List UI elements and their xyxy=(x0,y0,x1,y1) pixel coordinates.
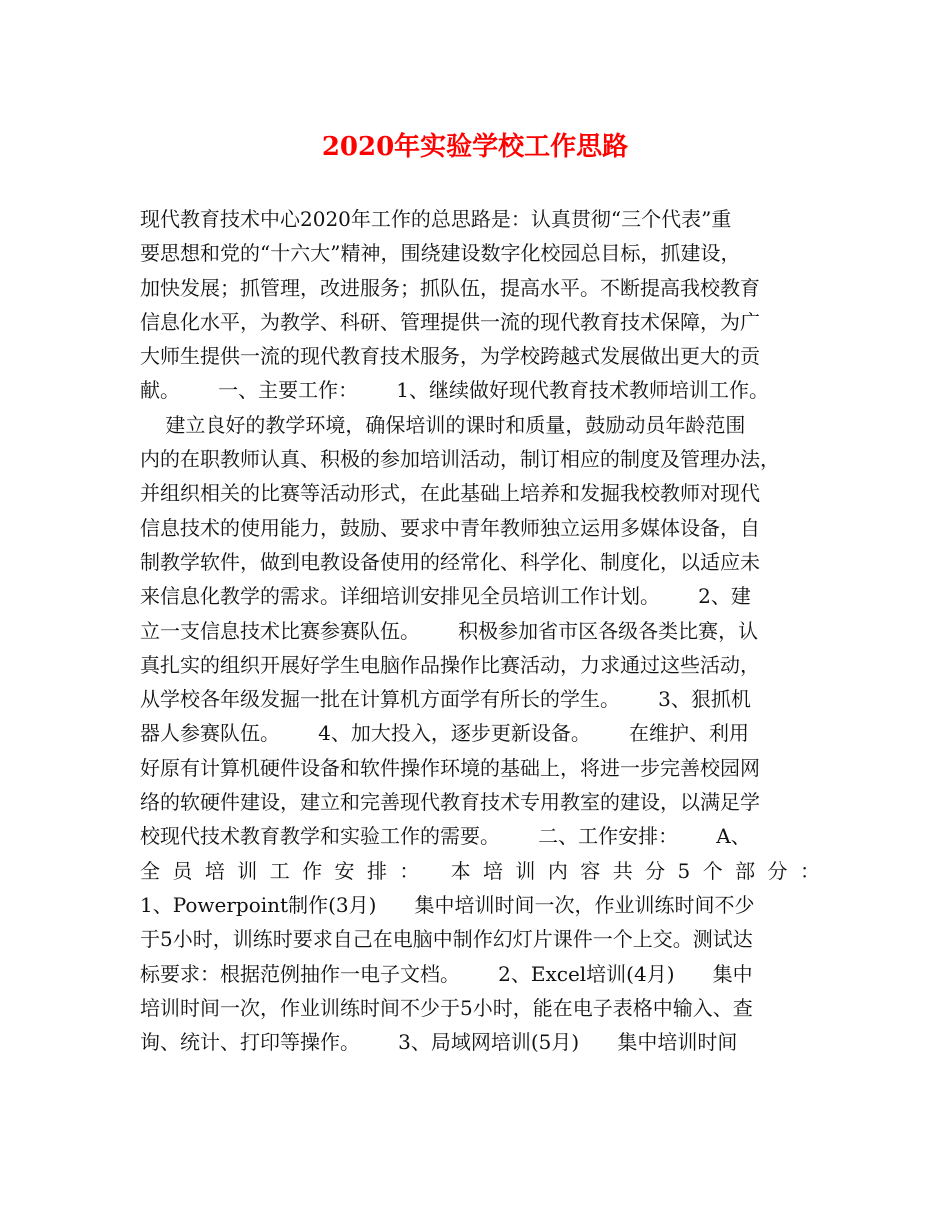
text-char: ： xyxy=(799,858,820,883)
document-title: 2020年实验学校工作思路 xyxy=(321,132,629,162)
text-line: 要思想和党的“十六大”精神，围绕建设数字化校园总目标，抓建设， xyxy=(140,241,741,266)
text-char: 安 xyxy=(334,858,355,883)
text-line: 1、Powerpoint制作(3月) 集中培训时间一次，作业训练时间不少 xyxy=(140,892,755,917)
text-char: 容 xyxy=(580,858,601,883)
text-char: 个 xyxy=(702,858,723,883)
text-line xyxy=(140,854,820,888)
text-line: 络的软硬件建设，建立和完善现代教育技术专用教室的建设，以满足学 xyxy=(140,790,760,815)
text-char: 培 xyxy=(204,858,225,883)
text-line: 大师生提供一流的现代教育技术服务，为学校跨越式发展做出更大的贡 xyxy=(140,344,760,369)
text-line: 献。 一、主要工作： 1、继续做好现代教育技术教师培训工作。 xyxy=(140,378,770,403)
text-line: 培训时间一次，作业训练时间不少于5小时，能在电子表格中输入、查 xyxy=(140,995,753,1020)
text-char: 分 xyxy=(645,858,666,883)
text-line: 询、统计、打印等操作。 3、局域网培训(5月) 集中培训时间 xyxy=(140,1030,738,1055)
text-line: 加快发展；抓管理，改进服务；抓队伍，提高水平。不断提高我校教育 xyxy=(140,275,760,300)
text-line: 现代教育技术中心2020年工作的总思路是：认真贯彻“三个代表”重 xyxy=(140,207,732,231)
text-line: 真扎实的组织开展好学生电脑作品操作比赛活动，力求通过这些活动， xyxy=(140,652,760,677)
text-line: 立一支信息技术比赛参赛队伍。 积极参加省市区各级各类比赛，认 xyxy=(140,618,759,643)
text-char: 共 xyxy=(612,858,633,883)
text-line: 信息化水平，为教学、科研、管理提供一流的现代教育技术保障，为广 xyxy=(140,309,760,334)
text-line: 标要求：根据范例抽作一电子文档。 2、Excel培训(4月) 集中 xyxy=(140,961,753,986)
text-line: 校现代技术教育教学和实验工作的需要。 二、工作安排： A、 xyxy=(140,824,751,849)
text-line: 建立良好的教学环境，确保培训的课时和质量，鼓励动员年龄范围 xyxy=(140,412,746,437)
text-line: 从学校各年级发掘一批在计算机方面学有所长的学生。 3、狠抓机 xyxy=(140,687,751,712)
text-line: 制教学软件，做到电教设备使用的经常化、科学化、制度化，以适应未 xyxy=(140,549,760,574)
text-char: 本 xyxy=(450,858,471,883)
text-char: 分 xyxy=(767,858,788,883)
text-char: 培 xyxy=(483,858,503,883)
text-char: 工 xyxy=(269,858,290,883)
text-char: ： xyxy=(399,858,420,883)
text-char: 排 xyxy=(366,858,387,883)
text-line: 好原有计算机硬件设备和软件操作环境的基础上，将进一步完善校园网 xyxy=(140,755,760,780)
text-char xyxy=(432,854,438,888)
text-char: 内 xyxy=(547,858,568,883)
text-char: 训 xyxy=(515,858,536,883)
text-line: 信息技术的使用能力，鼓励、要求中青年教师独立运用多媒体设备，自 xyxy=(140,515,760,540)
text-char: 训 xyxy=(237,858,258,883)
text-char: 5 xyxy=(677,858,691,883)
text-line: 器人参赛队伍。 4、加大投入，逐步更新设备。 在维护、利用 xyxy=(140,721,750,746)
text-char: 作 xyxy=(302,858,323,883)
text-char: 员 xyxy=(172,858,193,883)
text-line: 并组织相关的比赛等活动形式，在此基础上培养和发掘我校教师对现代 xyxy=(140,481,760,506)
text-line: 内的在职教师认真、积极的参加培训活动，制订相应的制度及管理办法， xyxy=(140,447,780,472)
text-line: 于5小时，训练时要求自己在电脑中制作幻灯片课件一个上交。测试达 xyxy=(140,927,753,952)
text-line: 来信息化教学的需求。详细培训安排见全员培训工作计划。 2、建 xyxy=(140,584,751,609)
text-char: 部 xyxy=(735,858,756,883)
document-body xyxy=(140,202,820,1059)
text-char: 全 xyxy=(140,858,160,883)
